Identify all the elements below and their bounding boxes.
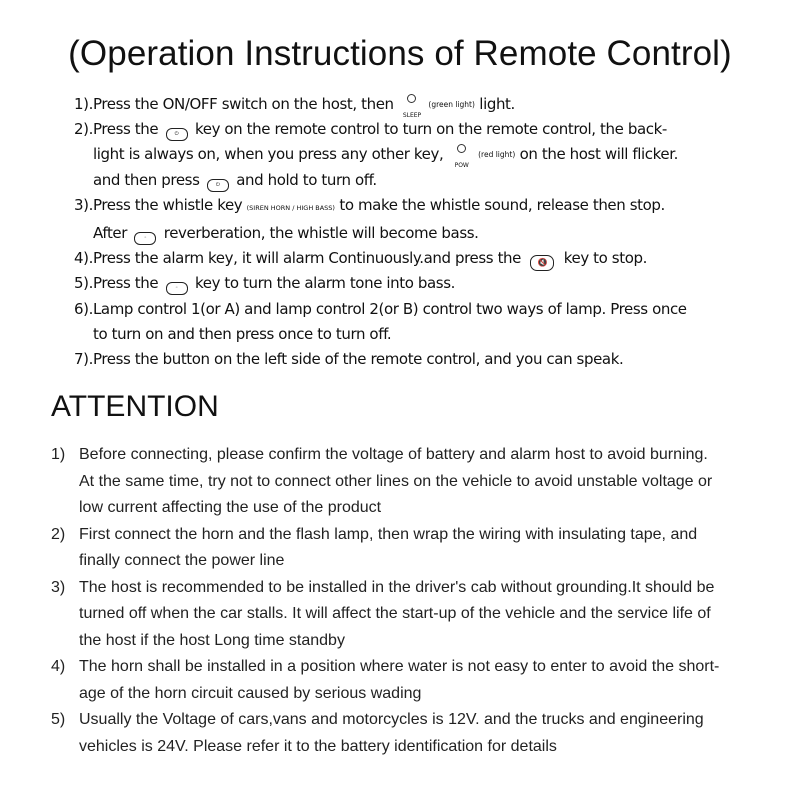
page-title: (Operation Instructions of Remote Control) xyxy=(68,34,732,73)
attention-item-line: finally connect the power line xyxy=(79,552,285,569)
attention-item-line: The horn shall be installed in a position where water is not easy to enter to avoid the short- xyxy=(79,658,720,675)
instruction-note: (red light) xyxy=(478,150,516,160)
attention-item-number: 1) xyxy=(51,446,66,463)
attention-item-line: turned off when the car stalls. It will affect the start-up of the vehicle and the service life of xyxy=(79,605,711,622)
attention-item-number: 5) xyxy=(51,711,66,728)
attention-item-number: 2) xyxy=(51,525,66,543)
instructions-list xyxy=(74,92,774,372)
attention-item-line: age of the horn circuit caused by serious wading xyxy=(79,684,422,702)
sleep-led-icon xyxy=(398,94,424,119)
instruction-text: 6).Lamp control 1(or A) and lamp control 2(or B) control two ways of lamp. Press once xyxy=(74,299,687,318)
instruction-text: light is always on, when you press any other key, xyxy=(93,145,444,164)
mute-key-icon: 🔇 xyxy=(530,255,554,271)
instruction-4 xyxy=(74,246,774,271)
attention-item-number: 3) xyxy=(51,578,66,596)
whistle-key-icon: ◦ xyxy=(134,232,156,245)
instruction-text: key on the remote control to turn on the remote control, the back- xyxy=(194,120,667,139)
instruction-text: 3).Press the whistle key xyxy=(74,195,243,214)
instruction-7 xyxy=(74,347,774,372)
instruction-text: to make the whistle sound, release then stop. xyxy=(339,195,665,214)
led-label: POW xyxy=(454,162,469,170)
instruction-6-cont xyxy=(74,322,774,347)
instruction-text: and then press xyxy=(93,170,200,189)
pow-led-icon xyxy=(448,144,474,170)
instruction-note: (green light) xyxy=(428,100,475,109)
attention-item xyxy=(51,707,771,760)
attention-item-line: Before connecting, please confirm the voltage of battery and alarm host to avoid burning. xyxy=(79,446,708,463)
instruction-6 xyxy=(74,297,774,322)
attention-item-line: the host if the host Long time standby xyxy=(79,631,345,649)
attention-item xyxy=(51,654,771,707)
instruction-text: reverberation, the whistle will become bass. xyxy=(163,224,479,243)
instruction-text: After xyxy=(93,224,128,243)
attention-list xyxy=(51,442,771,760)
instruction-text: 5).Press the xyxy=(74,274,159,293)
led-label: SLEEP xyxy=(402,112,422,119)
instruction-text: on the host will flicker. xyxy=(519,145,678,164)
instruction-text: 4).Press the alarm key, it will alarm Continuously.and press the xyxy=(74,249,521,268)
attention-item xyxy=(51,522,771,575)
instruction-text: to turn on and then press once to turn off. xyxy=(93,324,392,343)
instruction-3-cont xyxy=(74,221,774,246)
attention-item-line: The host is recommended to be installed in the driver's cab without grounding.It should be xyxy=(79,578,715,596)
instruction-2-cont xyxy=(74,168,774,193)
instruction-2-cont xyxy=(74,142,774,170)
instruction-text: light. xyxy=(479,95,515,113)
instruction-text: 1).Press the ON/OFF switch on the host, then xyxy=(74,95,394,113)
attention-item-line: Usually the Voltage of cars,vans and motorcycles is 12V. and the trucks and engineering xyxy=(79,711,704,728)
attention-item-line: At the same time, try not to connect other lines on the vehicle to avoid unstable voltage or xyxy=(79,472,713,490)
instruction-text: 7).Press the button on the left side of the remote control, and you can speak. xyxy=(74,350,624,369)
instruction-1 xyxy=(74,92,774,117)
power-key-icon: ⏻ xyxy=(207,179,229,192)
instruction-note: (SIREN HORN / HIGH BASS) xyxy=(246,203,335,212)
attention-item-line: vehicles is 24V. Please refer it to the battery identification for details xyxy=(79,737,557,755)
instruction-text: key to stop. xyxy=(563,249,647,268)
attention-heading: ATTENTION xyxy=(51,390,219,423)
attention-item-line: low current affecting the use of the product xyxy=(79,499,382,516)
instruction-5 xyxy=(74,271,774,296)
attention-item-number: 4) xyxy=(51,658,66,675)
attention-item-line: First connect the horn and the flash lamp, then wrap the wiring with insulating tape, and xyxy=(79,525,698,543)
attention-item xyxy=(51,442,771,522)
attention-item xyxy=(51,575,771,655)
instruction-text: 2).Press the xyxy=(74,120,159,139)
instruction-text: key to turn the alarm tone into bass. xyxy=(194,274,455,293)
instruction-3 xyxy=(74,193,774,221)
power-key-icon: ⏻ xyxy=(166,128,188,141)
bass-key-icon: ◦ xyxy=(166,282,188,295)
instruction-text: and hold to turn off. xyxy=(236,170,377,189)
